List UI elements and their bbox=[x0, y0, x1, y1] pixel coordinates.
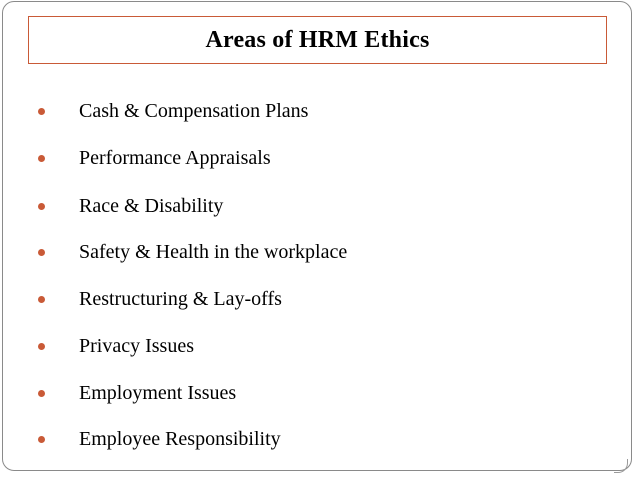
bullet-dot-icon bbox=[38, 296, 45, 303]
bullet-item bbox=[38, 145, 271, 171]
bullet-text: Employee Responsibility bbox=[79, 427, 281, 450]
bullet-text: Safety & Health in the workplace bbox=[79, 240, 348, 263]
bullet-text: Performance Appraisals bbox=[79, 146, 271, 169]
bullet-item bbox=[38, 98, 308, 124]
bullet-item bbox=[38, 193, 223, 219]
bullet-item bbox=[38, 380, 236, 406]
bullet-dot-icon bbox=[38, 343, 45, 350]
bullet-text: Restructuring & Lay-offs bbox=[79, 287, 282, 310]
bullet-item bbox=[38, 426, 281, 452]
bullet-text: Privacy Issues bbox=[79, 334, 194, 357]
bullet-dot-icon bbox=[38, 203, 45, 210]
bullet-text: Race & Disability bbox=[79, 194, 224, 217]
bullet-text: Cash & Compensation Plans bbox=[79, 99, 309, 122]
bullet-dot-icon bbox=[38, 390, 45, 397]
bullet-dot-icon bbox=[38, 249, 45, 256]
bullet-dot-icon bbox=[38, 155, 45, 162]
bullet-dot-icon bbox=[38, 108, 45, 115]
bullet-item bbox=[38, 286, 282, 312]
bullet-dot-icon bbox=[38, 436, 45, 443]
bullet-item bbox=[38, 333, 194, 359]
bullet-item bbox=[38, 239, 347, 265]
slide-title: Areas of HRM Ethics bbox=[205, 26, 430, 53]
bullet-text: Employment Issues bbox=[79, 381, 237, 404]
